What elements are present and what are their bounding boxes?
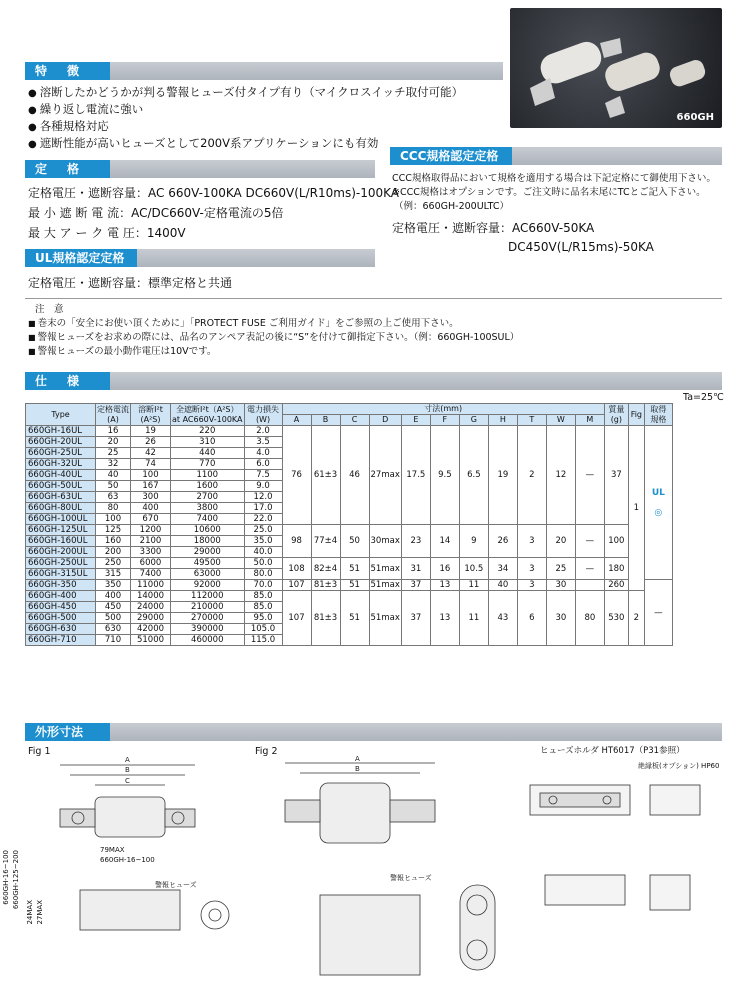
th-dim-c: C bbox=[340, 415, 369, 426]
cell-value: 2700 bbox=[171, 492, 245, 503]
cell-value: 92000 bbox=[171, 580, 245, 591]
cell-dim-f: 13 bbox=[430, 580, 459, 591]
cell-value: 2100 bbox=[131, 536, 171, 547]
cell-type: 660GH-400 bbox=[26, 591, 96, 602]
divider bbox=[25, 298, 722, 299]
dim-v2: 660GH-125~200 bbox=[12, 850, 20, 910]
cell-dim-d: 51max bbox=[370, 580, 400, 590]
cell-value: 160 bbox=[96, 536, 131, 547]
th-loss: 電力損失 (W) bbox=[244, 404, 282, 426]
cell-dim-m: — bbox=[575, 525, 604, 558]
cell-value: 51000 bbox=[131, 635, 171, 646]
cell-value: 460000 bbox=[171, 635, 245, 646]
cell-value: 167 bbox=[131, 481, 171, 492]
cell-value: 500 bbox=[96, 613, 131, 624]
cell-value: 85.0 bbox=[244, 591, 282, 602]
cell-value: 6000 bbox=[131, 558, 171, 569]
cell-value: 7.5 bbox=[244, 470, 282, 481]
cell-dim-e: 37 bbox=[401, 591, 430, 646]
cell-dim-m bbox=[575, 580, 604, 591]
cell-value: 40.0 bbox=[244, 547, 282, 558]
th-dim-t: T bbox=[517, 415, 546, 426]
cert-icons: UL ◎ bbox=[644, 426, 672, 580]
cell-value: 85.0 bbox=[244, 602, 282, 613]
cell-value: 1600 bbox=[171, 481, 245, 492]
cell-dim-b: 82±4 bbox=[311, 558, 340, 580]
cell-mass: 100 bbox=[604, 525, 628, 558]
fig1-label: Fig 1 bbox=[28, 746, 51, 757]
cell-type: 660GH-315UL bbox=[26, 569, 96, 580]
cell-value: 3800 bbox=[171, 503, 245, 514]
cell-value: 10600 bbox=[171, 525, 245, 536]
note-item: ■ 巻末の「安全にお使い頂くために」「PROTECT FUSE ご利用ガイド」をご参照の上ご使用下さい。 bbox=[28, 317, 459, 330]
cell-dim-e: 17.5 bbox=[401, 426, 430, 525]
cell-dim-h: 26 bbox=[488, 525, 517, 558]
cell-value: 7400 bbox=[171, 514, 245, 525]
cell-dim-w: 20 bbox=[546, 525, 575, 558]
cell-value: 6.0 bbox=[244, 459, 282, 470]
table-row bbox=[26, 580, 673, 591]
ccc-title: CCC規格認定定格 bbox=[390, 147, 512, 165]
cell-value: 17.0 bbox=[244, 503, 282, 514]
cell-type: 660GH-20UL bbox=[26, 437, 96, 448]
cell-mass: 260 bbox=[604, 580, 628, 591]
cell-dim-e: 23 bbox=[401, 525, 430, 558]
cell-type: 660GH-100UL bbox=[26, 514, 96, 525]
cell-value: 32 bbox=[96, 459, 131, 470]
cell-value: 300 bbox=[131, 492, 171, 503]
cell-value: 315 bbox=[96, 569, 131, 580]
cell-type: 660GH-160UL bbox=[26, 536, 96, 547]
cell-value: 24000 bbox=[131, 602, 171, 613]
feature-item: ● 溶断したかどうかが判る警報ヒューズ付タイプ有り（マイクロスイッチ取付可能） bbox=[28, 84, 463, 102]
ratings-title: 定 格 bbox=[25, 160, 110, 178]
cell-value: 1100 bbox=[171, 470, 245, 481]
ccc-line: CCC規格取得品において規格を適用する場合は下記定格にて御使用下さい。 bbox=[392, 173, 716, 184]
cell-type: 660GH-25UL bbox=[26, 448, 96, 459]
cell-type: 660GH-63UL bbox=[26, 492, 96, 503]
cell-dim-m: 80 bbox=[575, 591, 604, 646]
cell-dim-m: — bbox=[575, 558, 604, 580]
dim-b: B bbox=[125, 766, 130, 774]
cell-dim-w: 30 bbox=[546, 591, 575, 646]
spec-table-wrap bbox=[25, 403, 673, 646]
cell-dim-c: 51 bbox=[340, 580, 369, 591]
cell-dim-f: 9.5 bbox=[430, 426, 459, 525]
cell-type: 660GH-80UL bbox=[26, 503, 96, 514]
cell-dim-h: 19 bbox=[488, 426, 517, 525]
cell-dim-h: 34 bbox=[488, 558, 517, 580]
th-fig: Fig bbox=[628, 404, 644, 426]
cell-dim-t: 3 bbox=[517, 525, 546, 558]
cell-dim-b: 61±3 bbox=[311, 426, 340, 525]
cell-value: 125 bbox=[96, 525, 131, 536]
cell-dim-m: — bbox=[575, 426, 604, 525]
cell-value: 270000 bbox=[171, 613, 245, 624]
outline-drawings bbox=[0, 755, 750, 981]
cell-value: 49500 bbox=[171, 558, 245, 569]
cell-type: 660GH-450 bbox=[26, 602, 96, 613]
ul-line: 定格電圧・遮断容量：標準定格と共通 bbox=[28, 276, 233, 290]
cell-dim-w: 12 bbox=[546, 426, 575, 525]
cell-dim-g: 10.5 bbox=[459, 558, 488, 580]
ambient-temp: Ta=25℃ bbox=[683, 392, 724, 403]
cell-value: 350 bbox=[96, 580, 131, 591]
cell-dim-t: 3 bbox=[517, 558, 546, 580]
cell-dim-t: 3 bbox=[517, 580, 546, 591]
cell-dim-a: 107 bbox=[282, 591, 311, 646]
outline-title: 外形寸法 bbox=[25, 723, 110, 741]
features-title: 特 徴 bbox=[25, 62, 110, 80]
dim-range: 660GH-16~100 bbox=[100, 856, 155, 864]
cell-value: 63000 bbox=[171, 569, 245, 580]
product-photo bbox=[510, 8, 722, 128]
cell-value: 11000 bbox=[131, 580, 171, 591]
cell-dim-d: 30max bbox=[369, 525, 401, 558]
th-total: 全遮断I²t（A²S） at AC660V-100KA bbox=[172, 404, 243, 424]
cell-value: 12.0 bbox=[244, 492, 282, 503]
cell-value: 112000 bbox=[171, 591, 245, 602]
cell-dim-b: 77±4 bbox=[311, 525, 340, 558]
cell-value: 70.0 bbox=[244, 580, 282, 591]
cell-cert: — bbox=[644, 580, 672, 646]
cell-dim-d: 51max bbox=[369, 558, 401, 580]
cell-value: 80.0 bbox=[244, 569, 282, 580]
cell-value: 400 bbox=[96, 591, 131, 602]
dim2-b: B bbox=[355, 765, 360, 773]
cell-type: 660GH-630 bbox=[26, 624, 96, 635]
cell-value: 18000 bbox=[171, 536, 245, 547]
cell-value: 50.0 bbox=[244, 558, 282, 569]
cell-value: 250 bbox=[96, 558, 131, 569]
cell-type: 660GH-350 bbox=[26, 580, 96, 591]
cell-dim-w: 30 bbox=[546, 580, 575, 591]
th-mass: 質量 (g) bbox=[604, 404, 628, 426]
cell-type: 660GH-710 bbox=[26, 635, 96, 646]
cell-dim-g: 6.5 bbox=[459, 426, 488, 525]
fig2-label: Fig 2 bbox=[255, 746, 278, 757]
cell-value: 210000 bbox=[171, 602, 245, 613]
cell-value: 42 bbox=[131, 448, 171, 459]
cell-value: 50 bbox=[96, 481, 131, 492]
cell-value: 100 bbox=[96, 514, 131, 525]
cell-value: 42000 bbox=[131, 624, 171, 635]
dim-c: C bbox=[125, 777, 130, 785]
cell-dim-a: 76 bbox=[282, 426, 311, 525]
cell-dim-b: 81±3 bbox=[311, 591, 340, 646]
cell-value: 14000 bbox=[131, 591, 171, 602]
cell-dim-a: 107 bbox=[282, 580, 311, 591]
th-dim-m: M bbox=[575, 415, 604, 426]
cell-value: 770 bbox=[171, 459, 245, 470]
th-dim-e: E bbox=[401, 415, 430, 426]
cell-value: 29000 bbox=[131, 613, 171, 624]
cell-dim-h: 43 bbox=[488, 591, 517, 646]
cell-value: 40 bbox=[96, 470, 131, 481]
cell-dim-a: 108 bbox=[282, 558, 311, 580]
dim-v1: 660GH-16~100 bbox=[2, 850, 10, 905]
alarm-label-2: 警報ヒューズ bbox=[390, 874, 432, 882]
cell-mass: 180 bbox=[604, 558, 628, 580]
cell-dim-e: 37 bbox=[401, 580, 430, 591]
rating-line: 定格電圧・遮断容量：AC 660V-100KA DC660V(L/R10ms)-100KA bbox=[28, 186, 399, 200]
photo-label: 660GH bbox=[676, 112, 714, 123]
cell-dim-d: 27max bbox=[369, 426, 401, 525]
cell-type: 660GH-40UL bbox=[26, 470, 96, 481]
table-row bbox=[26, 525, 673, 536]
cell-dim-w: 25 bbox=[546, 558, 575, 580]
holder-label: ヒューズホルダ HT6017（P31参照） bbox=[540, 746, 685, 756]
cell-mass: 530 bbox=[604, 591, 628, 646]
note-item: ■ 警報ヒューズをお求めの際には、品名のアンペア表記の後に“S”を付けて御指定下さい。（例：660GH-100SUL） bbox=[28, 331, 519, 344]
cell-value: 95.0 bbox=[244, 613, 282, 624]
cell-value: 63 bbox=[96, 492, 131, 503]
note-item: ■ 警報ヒューズの最小動作電圧は10Vです。 bbox=[28, 345, 216, 358]
th-dim-a: A bbox=[282, 415, 311, 426]
alarm-label-1: 警報ヒューズ bbox=[155, 881, 197, 889]
table-row bbox=[26, 591, 673, 602]
notes-title: 注 意 bbox=[35, 304, 64, 315]
cell-value: 200 bbox=[96, 547, 131, 558]
cell-value: 74 bbox=[131, 459, 171, 470]
cell-value: 1200 bbox=[131, 525, 171, 536]
cell-dim-c: 51 bbox=[340, 591, 369, 646]
cell-value: 710 bbox=[96, 635, 131, 646]
cell-fig: 1 bbox=[628, 426, 644, 591]
cell-dim-f: 13 bbox=[430, 591, 459, 646]
cell-value: 3300 bbox=[131, 547, 171, 558]
cell-fig: 2 bbox=[628, 591, 644, 646]
th-dims: 寸法(mm) bbox=[282, 404, 604, 415]
outline-band bbox=[25, 723, 722, 741]
spec-table bbox=[25, 403, 673, 646]
th-dim-b: B bbox=[311, 415, 340, 426]
th-type: Type bbox=[26, 404, 96, 426]
cell-value: 670 bbox=[131, 514, 171, 525]
cell-value: 25 bbox=[96, 448, 131, 459]
cell-dim-t: 2 bbox=[517, 426, 546, 525]
cell-value: 390000 bbox=[171, 624, 245, 635]
cell-value: 100 bbox=[131, 470, 171, 481]
ccc-line: （例：660GH-200ULTC） bbox=[394, 201, 510, 212]
feature-item: ● 遮断性能が高いヒューズとして200V系アプリケーションにも有効 bbox=[28, 135, 378, 153]
cell-type: 660GH-32UL bbox=[26, 459, 96, 470]
cover-label: 絶縁板(オプション) HP60 bbox=[638, 762, 720, 770]
feature-item: ● 各種規格対応 bbox=[28, 118, 109, 136]
dim-27max: 27MAX bbox=[36, 900, 44, 925]
cell-value: 105.0 bbox=[244, 624, 282, 635]
cell-type: 660GH-200UL bbox=[26, 547, 96, 558]
dim-24max: 24MAX bbox=[26, 900, 34, 925]
ccc-line: ※CCC規格はオプションです。ご注文時に品名末尾にTCとご記入下さい。 bbox=[392, 187, 706, 198]
dim-79max: 79MAX bbox=[100, 846, 125, 854]
cell-value: 630 bbox=[96, 624, 131, 635]
fuse-photo-illustration bbox=[510, 8, 722, 128]
cell-value: 9.0 bbox=[244, 481, 282, 492]
feature-item: ● 繰り返し電流に強い bbox=[28, 101, 143, 119]
specs-band bbox=[25, 372, 722, 390]
th-dim-h: H bbox=[488, 415, 517, 426]
cell-type: 660GH-50UL bbox=[26, 481, 96, 492]
cell-value: 19 bbox=[131, 426, 171, 437]
cell-dim-b: 81±3 bbox=[311, 580, 340, 591]
cell-dim-g: 11 bbox=[459, 591, 488, 646]
cell-type: 660GH-125UL bbox=[26, 525, 96, 536]
cell-dim-d: 51max bbox=[369, 591, 401, 646]
ccc-rating: 定格電圧・遮断容量：AC660V-50KA bbox=[392, 221, 595, 235]
dim-a: A bbox=[125, 756, 130, 764]
cell-value: 310 bbox=[171, 437, 245, 448]
th-current: 定格電流 (A) bbox=[97, 404, 129, 424]
th-dim-w: W bbox=[546, 415, 575, 426]
cell-dim-c: 50 bbox=[340, 525, 369, 558]
cell-dim-c: 46 bbox=[340, 426, 369, 525]
rating-line: 最 大 ア ー ク 電 圧：1400V bbox=[28, 226, 186, 240]
th-dim-g: G bbox=[459, 415, 488, 426]
cell-value: 25.0 bbox=[244, 525, 282, 536]
table-row bbox=[26, 426, 673, 437]
table-row bbox=[26, 558, 673, 569]
cell-type: 660GH-500 bbox=[26, 613, 96, 624]
cell-dim-t: 6 bbox=[517, 591, 546, 646]
cell-dim-h: 40 bbox=[488, 580, 517, 591]
cell-dim-g: 9 bbox=[459, 525, 488, 558]
cell-value: 16 bbox=[96, 426, 131, 437]
specs-title: 仕 様 bbox=[25, 372, 110, 390]
cell-value: 3.5 bbox=[244, 437, 282, 448]
th-melt: 溶断I²t (A²S) bbox=[131, 404, 171, 426]
cell-value: 400 bbox=[131, 503, 171, 514]
cell-value: 4.0 bbox=[244, 448, 282, 459]
cell-dim-g: 11 bbox=[459, 580, 488, 591]
cell-value: 80 bbox=[96, 503, 131, 514]
cell-dim-e: 31 bbox=[401, 558, 430, 580]
cell-value: 35.0 bbox=[244, 536, 282, 547]
cell-value: 440 bbox=[171, 448, 245, 459]
cell-type: 660GH-16UL bbox=[26, 426, 96, 437]
cell-value: 26 bbox=[131, 437, 171, 448]
cell-value: 2.0 bbox=[244, 426, 282, 437]
cell-value: 22.0 bbox=[244, 514, 282, 525]
cell-dim-f: 16 bbox=[430, 558, 459, 580]
rating-line: 最 小 遮 断 電 流：AC/DC660V-定格電流の5倍 bbox=[28, 206, 284, 220]
cell-value: 115.0 bbox=[244, 635, 282, 646]
cell-value: 7400 bbox=[131, 569, 171, 580]
th-dim-d: D bbox=[369, 415, 401, 426]
cell-value: 20 bbox=[96, 437, 131, 448]
cell-value: 220 bbox=[171, 426, 245, 437]
th-cert: 取得 規格 bbox=[644, 404, 672, 426]
th-dim-f: F bbox=[430, 415, 459, 426]
cell-value: 29000 bbox=[171, 547, 245, 558]
cell-dim-c: 51 bbox=[340, 558, 369, 580]
cell-mass: 37 bbox=[604, 426, 628, 525]
ul-title: UL規格認定定格 bbox=[25, 249, 137, 267]
cell-type: 660GH-250UL bbox=[26, 558, 96, 569]
ccc-rating-2: DC450V(L/R15ms)-50KA bbox=[508, 240, 654, 254]
cell-value: 450 bbox=[96, 602, 131, 613]
dim2-a: A bbox=[355, 755, 360, 763]
cell-dim-a: 98 bbox=[282, 525, 311, 558]
cell-dim-f: 14 bbox=[430, 525, 459, 558]
